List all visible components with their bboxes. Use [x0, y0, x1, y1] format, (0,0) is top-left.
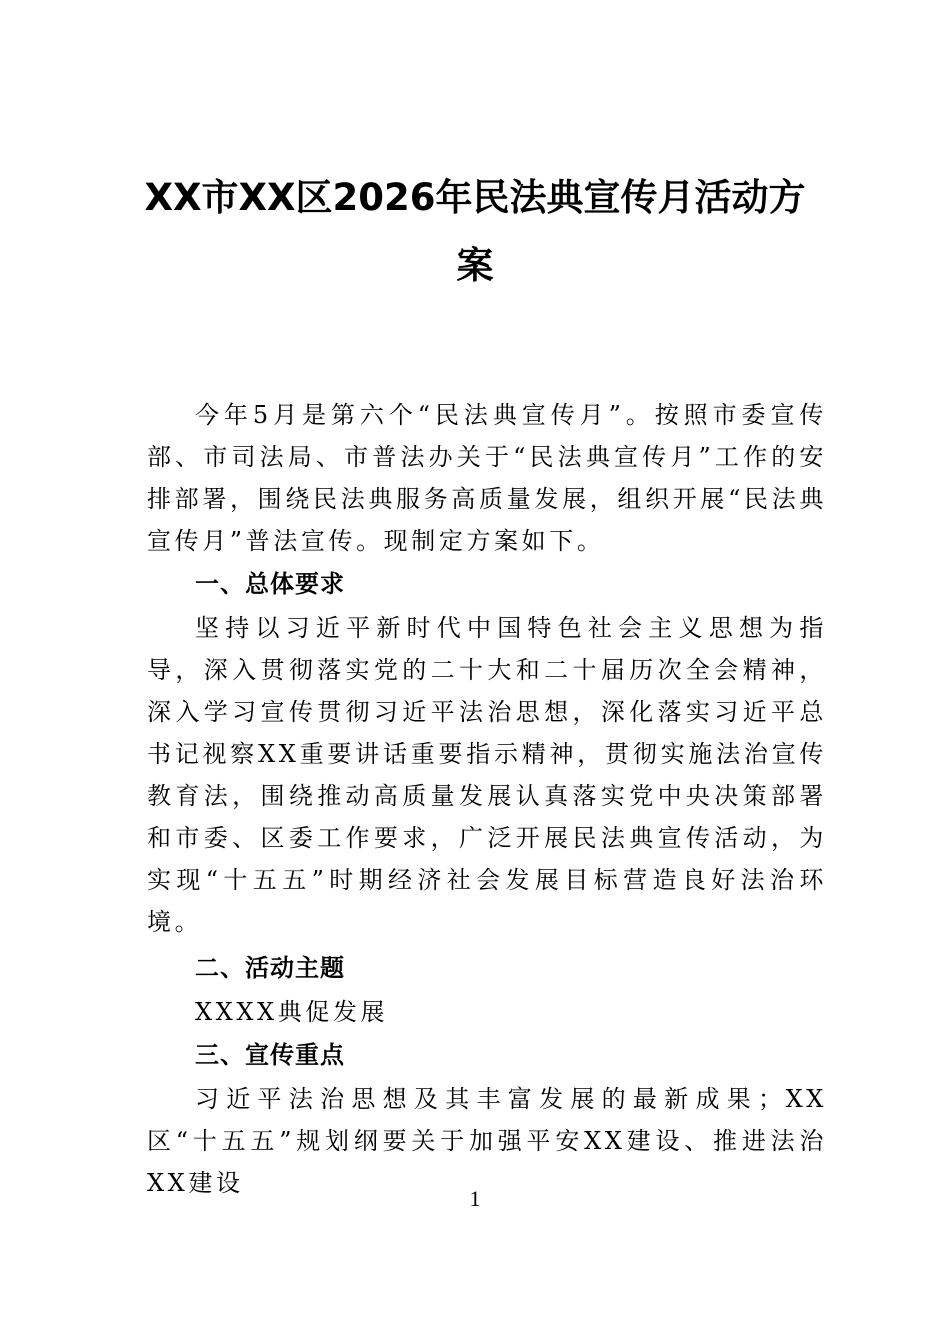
section-text-activity-theme: XXXX典促发展 — [195, 998, 389, 1026]
intro-paragraph: 今年5月是第六个“民法典宣传月”。按照市委宣传部、市司法局、市普法办关于“民法典宣传月”工作的安排部署，围绕民法典服务高质量发展，组织开展“民法典宣传月”普法宣传。现制定方案如下。 — [147, 401, 827, 555]
document-body — [147, 394, 827, 1204]
section-text-publicity-focus: 习近平法治思想及其丰富发展的最新成果；XX区“十五五”规划纲要关于加强平安XX建设、推进法治XX建设 — [147, 1085, 827, 1197]
section-heading-publicity-focus: 三、宣传重点 — [195, 1041, 345, 1069]
section-text-general-requirements: 坚持以习近平新时代中国特色社会主义思想为指导，深入贯彻落实党的二十大和二十届历次全会精神，深入学习宣传贯彻习近平法治思想，深化落实习近平总书记视察XX重要讲话重要指示精神，贯彻实施法治宣传教育法，围绕推动高质量发展认真落实党中央决策部署和市委、区委工作要求，广泛开展民法典宣传活动，为实现“十五五”时期经济社会发展目标营造良好法治环境。 — [147, 614, 827, 936]
section-heading-activity-theme: 二、活动主题 — [195, 954, 345, 982]
document-title-line-1: XX市XX区2026年民法典宣传月活动方 — [144, 176, 806, 219]
section-heading-general-requirements: 一、总体要求 — [195, 570, 345, 598]
document-title-line-2: 案 — [456, 244, 494, 287]
page-number: 1 — [469, 1186, 481, 1211]
